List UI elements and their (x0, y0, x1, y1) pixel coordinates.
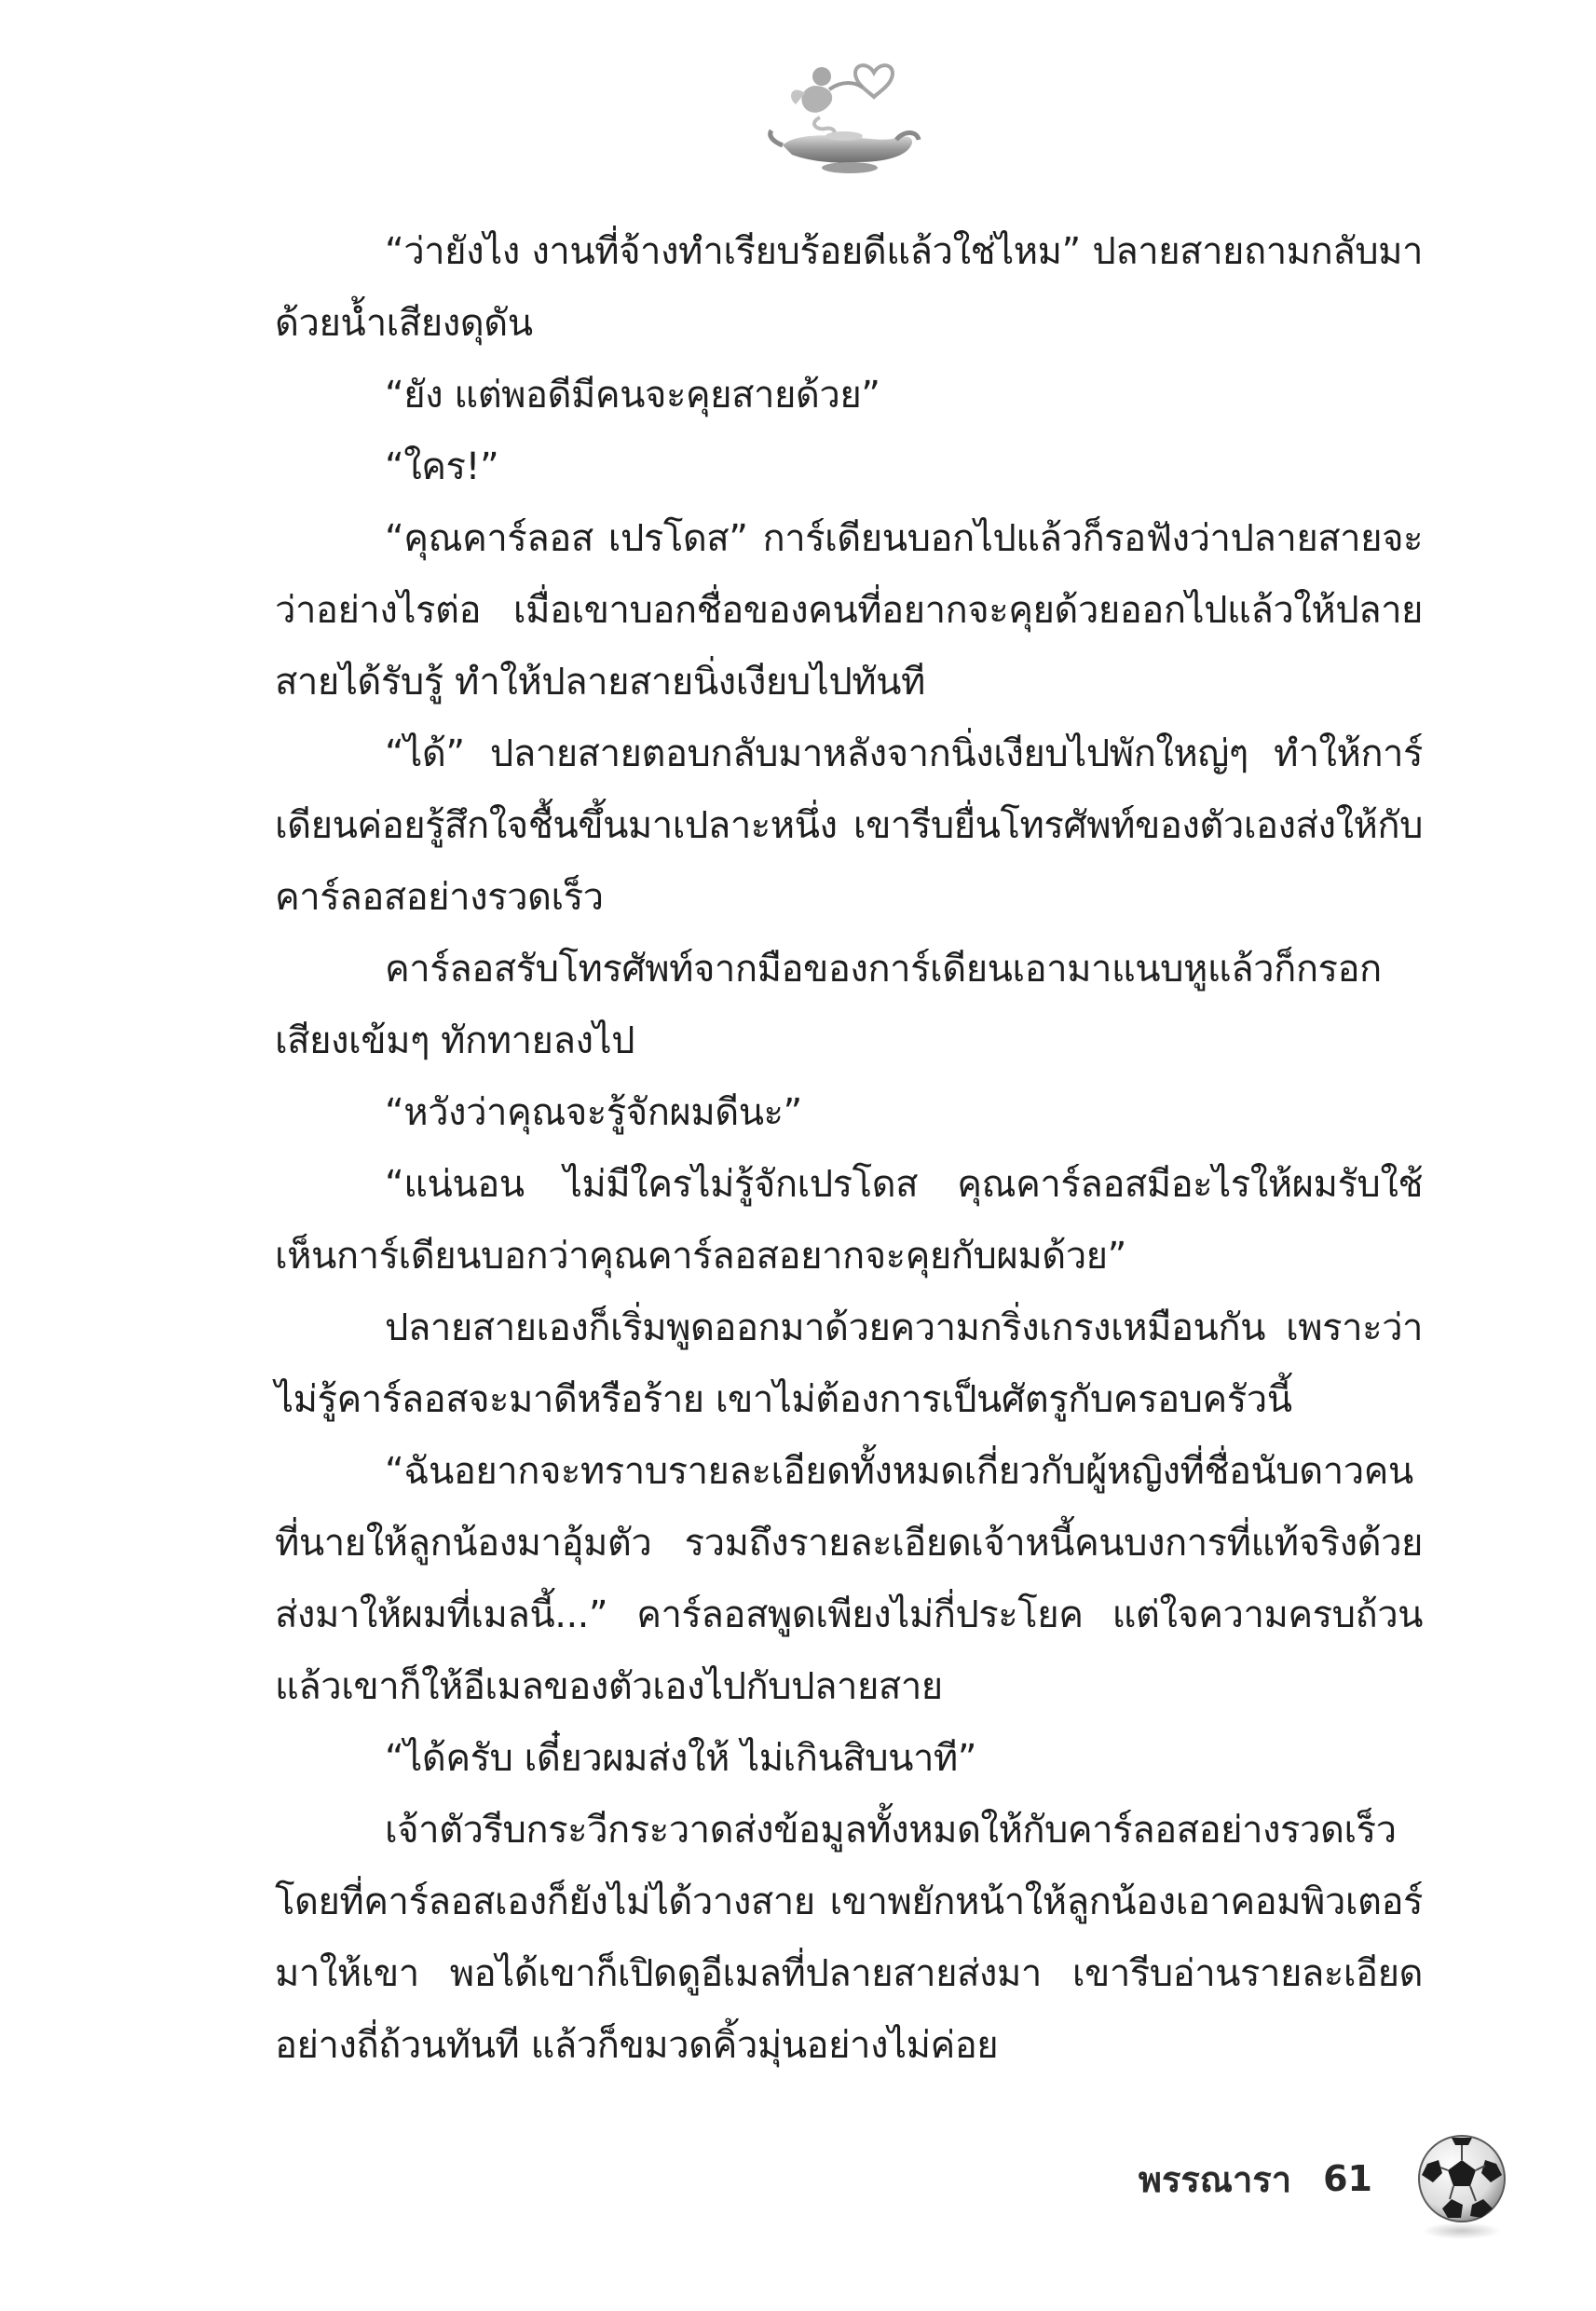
page-number: 61 (1323, 2158, 1372, 2199)
paragraph: “ได้” ปลายสายตอบกลับมาหลังจากนิ่งเงียบไปพักใหญ่ๆ ทำให้การ์เดียนค่อยรู้สึกใจชื้นขึ้นมาเปลาะหนึ่ง เขารีบยื่นโทรศัพท์ของตัวเองส่งให้กับคาร์ลอสอย่างรวดเร็ว (275, 732, 1423, 919)
paragraph: “คุณคาร์ลอส เปรโดส” การ์เดียนบอกไปแล้วก็รอฟังว่าปลายสายจะว่าอย่างไรต่อ เมื่อเขาบอกชื่อของคนที่อยากจะคุยด้วยออกไปแล้วให้ปลายสายได้รับรู้ ทำให้ปลายสายนิ่งเงียบไปทันที (275, 517, 1423, 704)
paragraph: “ใคร!” (385, 445, 499, 488)
paragraph: “ฉันอยากจะทราบรายละเอียดทั้งหมดเกี่ยวกับผู้หญิงที่ชื่อนับดาวคนที่นายให้ลูกน้องมาอุ้มตัว รวมถึงรายละเอียดเจ้าหนี้คนบงการที่แท้จริงด้วย ส่งมาให้ผมที่เมลนี้...” คาร์ลอสพูดเพียงไม่กี่ประโยค แต่ใจความครบถ้วน แล้วเขาก็ให้อีเมลของตัวเองไปกับปลายสาย (275, 1450, 1423, 1708)
paragraph: “ยัง แต่พอดีมีคนจะคุยสายด้วย” (385, 374, 880, 417)
page-footer (1139, 2151, 1372, 2207)
genie-lamp-icon (764, 56, 922, 177)
book-title: พรรณารา (1138, 2158, 1292, 2200)
paragraph: “ได้ครับ เดี๋ยวผมส่งให้ ไม่เกินสิบนาที” (385, 1737, 976, 1780)
paragraph: เจ้าตัวรีบกระวีกระวาดส่งข้อมูลทั้งหมดให้กับคาร์ลอสอย่างรวดเร็ว โดยที่คาร์ลอสเองก็ยังไม่ได้วางสาย เขาพยักหน้าให้ลูกน้องเอาคอมพิวเตอร์มาให้เขา พอได้เขาก็เปิดดูอีเมลที่ปลายสายส่งมา เขารีบอ่านรายละเอียดอย่างถี่ถ้วนทันที แล้วก็ขมวดคิ้วมุ่นอย่างไม่ค่อย (275, 1809, 1423, 2067)
paragraph: “แน่นอน ไม่มีใครไม่รู้จักเปรโดส คุณคาร์ลอสมีอะไรให้ผมรับใช้เห็นการ์เดียนบอกว่าคุณคาร์ลอสอยากจะคุยกับผมด้วย” (275, 1163, 1423, 1278)
paragraph: “หวังว่าคุณจะรู้จักผมดีนะ” (385, 1091, 802, 1134)
soccer-ball-icon (1414, 2132, 1509, 2244)
body-text (275, 216, 1423, 2082)
paragraph: คาร์ลอสรับโทรศัพท์จากมือของการ์เดียนเอามาแนบหูแล้วก็กรอกเสียงเข้มๆ ทักทายลงไป (275, 948, 1382, 1062)
paragraph: ปลายสายเองก็เริ่มพูดออกมาด้วยความกริ่งเกรงเหมือนกัน เพราะว่าไม่รู้คาร์ลอสจะมาดีหรือร้าย เขาไม่ต้องการเป็นศัตรูกับครอบครัวนี้ (275, 1306, 1423, 1421)
paragraph: “ว่ายังไง งานที่จ้างทำเรียบร้อยดีแล้วใช่ไหม” ปลายสายถามกลับมาด้วยน้ำเสียงดุดัน (275, 230, 1423, 345)
